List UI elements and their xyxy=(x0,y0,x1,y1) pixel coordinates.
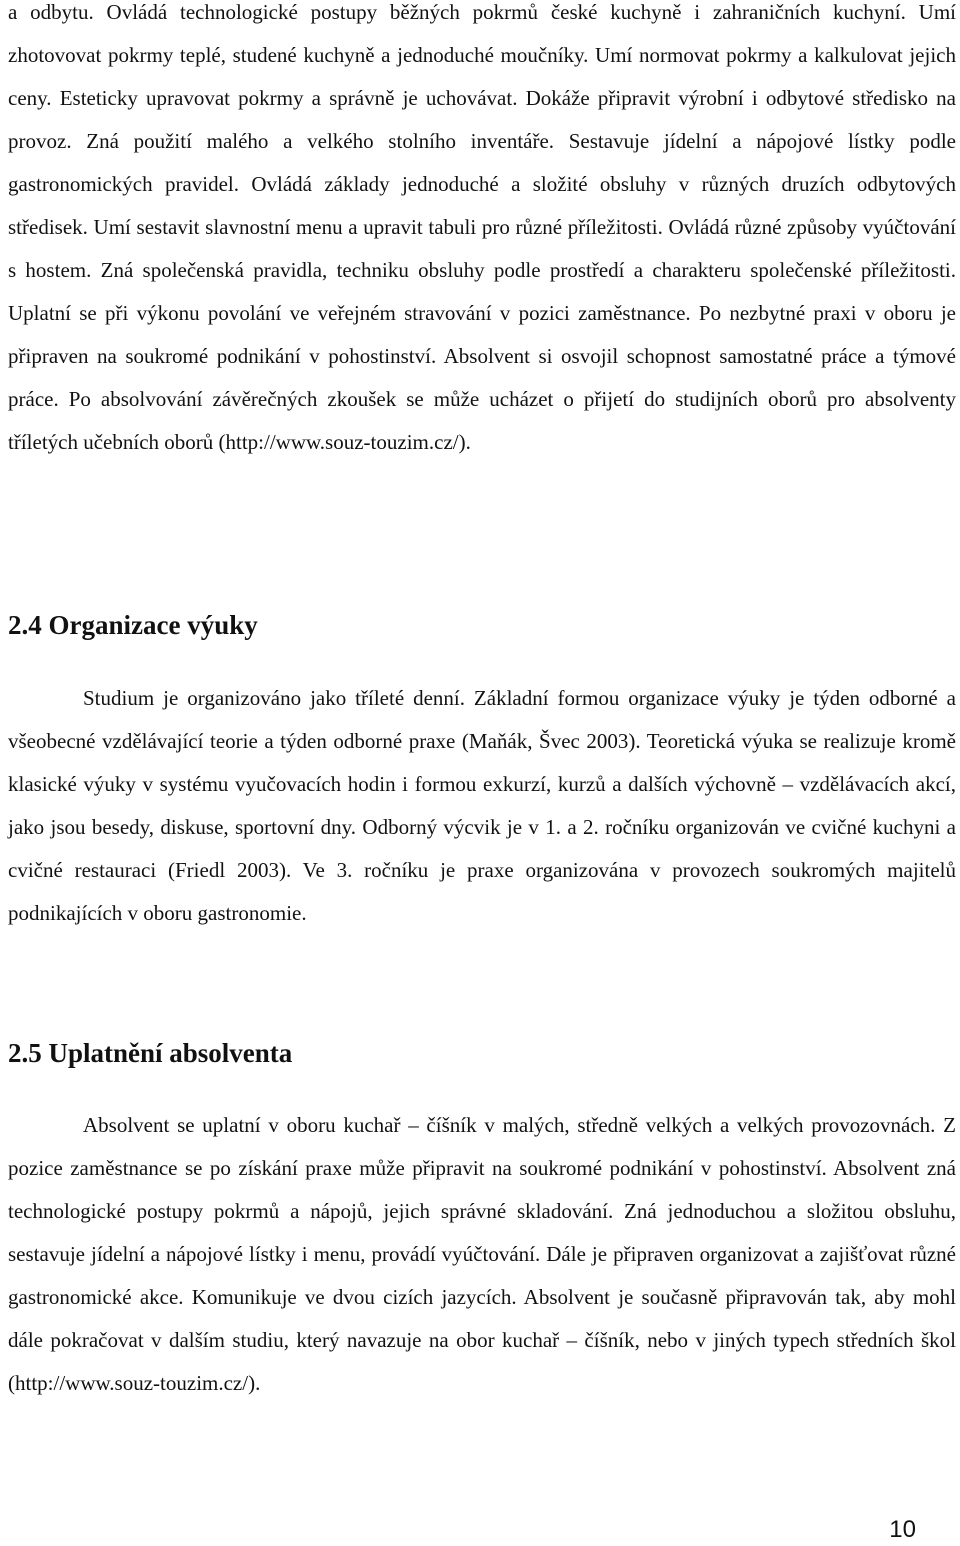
section-uplatneni-absolventa xyxy=(8,1104,956,1405)
uplatneni-absolventa-paragraph: Absolvent se uplatní v oboru kuchař – číšník v malých, středně velkých a velkých provozovnách. Z pozice zaměstnance se po získání praxe může připravit na soukromé podnikání v pohostinství. Absolvent zná technologické postupy pokrmů a nápojů, jejich správné skladování. Zná jednoduchou a složitou obsluhu, sestavuje jídelní a nápojové lístky i menu, provádí vyúčtování. Dále je připraven organizovat a zajišťovat různé gastronomické akce. Komunikuje ve dvou cizích jazycích. Absolvent je současně připravován tak, aby mohl dále pokračovat v dalším studiu, který navazuje na obor kuchař – číšník, nebo v jiných typech středních škol (http://www.souz-touzim.cz/). xyxy=(8,1113,956,1395)
section-heading-organizace-vyuky: 2.4 Organizace výuky xyxy=(8,610,258,640)
section-heading-uplatneni-absolventa: 2.5 Uplatnění absolventa xyxy=(8,1038,293,1068)
page-number: 10 xyxy=(889,1516,916,1543)
section-organizace-vyuky xyxy=(8,677,956,935)
organizace-vyuky-paragraph: Studium je organizováno jako tříleté denní. Základní formou organizace výuky je týden odborné a všeobecné vzdělávající teorie a týden odborné praxe (Maňák, Švec 2003). Teoretická výuka se realizuje kromě klasické výuky v systému vyučovacích hodin i formou exkurzí, kurzů a dalších výchovně – vzdělávacích akcí, jako jsou besedy, diskuse, sportovní dny. Odborný výcvik je v 1. a 2. ročníku organizován ve cvičné kuchyni a cvičné restauraci (Friedl 2003). Ve 3. ročníku je praxe organizována v provozech soukromých majitelů podnikajících v oboru gastronomie. xyxy=(8,686,956,925)
intro-paragraph: a odbytu. Ovládá technologické postupy běžných pokrmů české kuchyně i zahraničních kuchyní. Umí zhotovovat pokrmy teplé, studené kuchyně a jednoduché moučníky. Umí normovat pokrmy a kalkulovat jejich ceny. Esteticky upravovat pokrmy a správně je uchovávat. Dokáže připravit výrobní i odbytové středisko na provoz. Zná použití malého a velkého stolního inventáře. Sestavuje jídelní a nápojové lístky podle gastronomických pravidel. Ovládá základy jednoduché a složité obsluhy v různých druzích odbytových středisek. Umí sestavit slavnostní menu a upravit tabuli pro různé příležitosti. Ovládá různé způsoby vyúčtování s hostem. Zná společenská pravidla, techniku obsluhy podle prostředí a charakteru společenské příležitosti. Uplatní se při výkonu povolání ve veřejném stravování v pozici zaměstnance. Po nezbytné praxi v oboru je připraven na soukromé podnikání v pohostinství. Absolvent si osvojil schopnost samostatné práce a týmové práce. Po absolvování závěrečných zkoušek se může ucházet o přijetí do studijních oborů pro absolventy tříletých učebních oborů (http://www.souz-touzim.cz/). xyxy=(8,0,956,454)
